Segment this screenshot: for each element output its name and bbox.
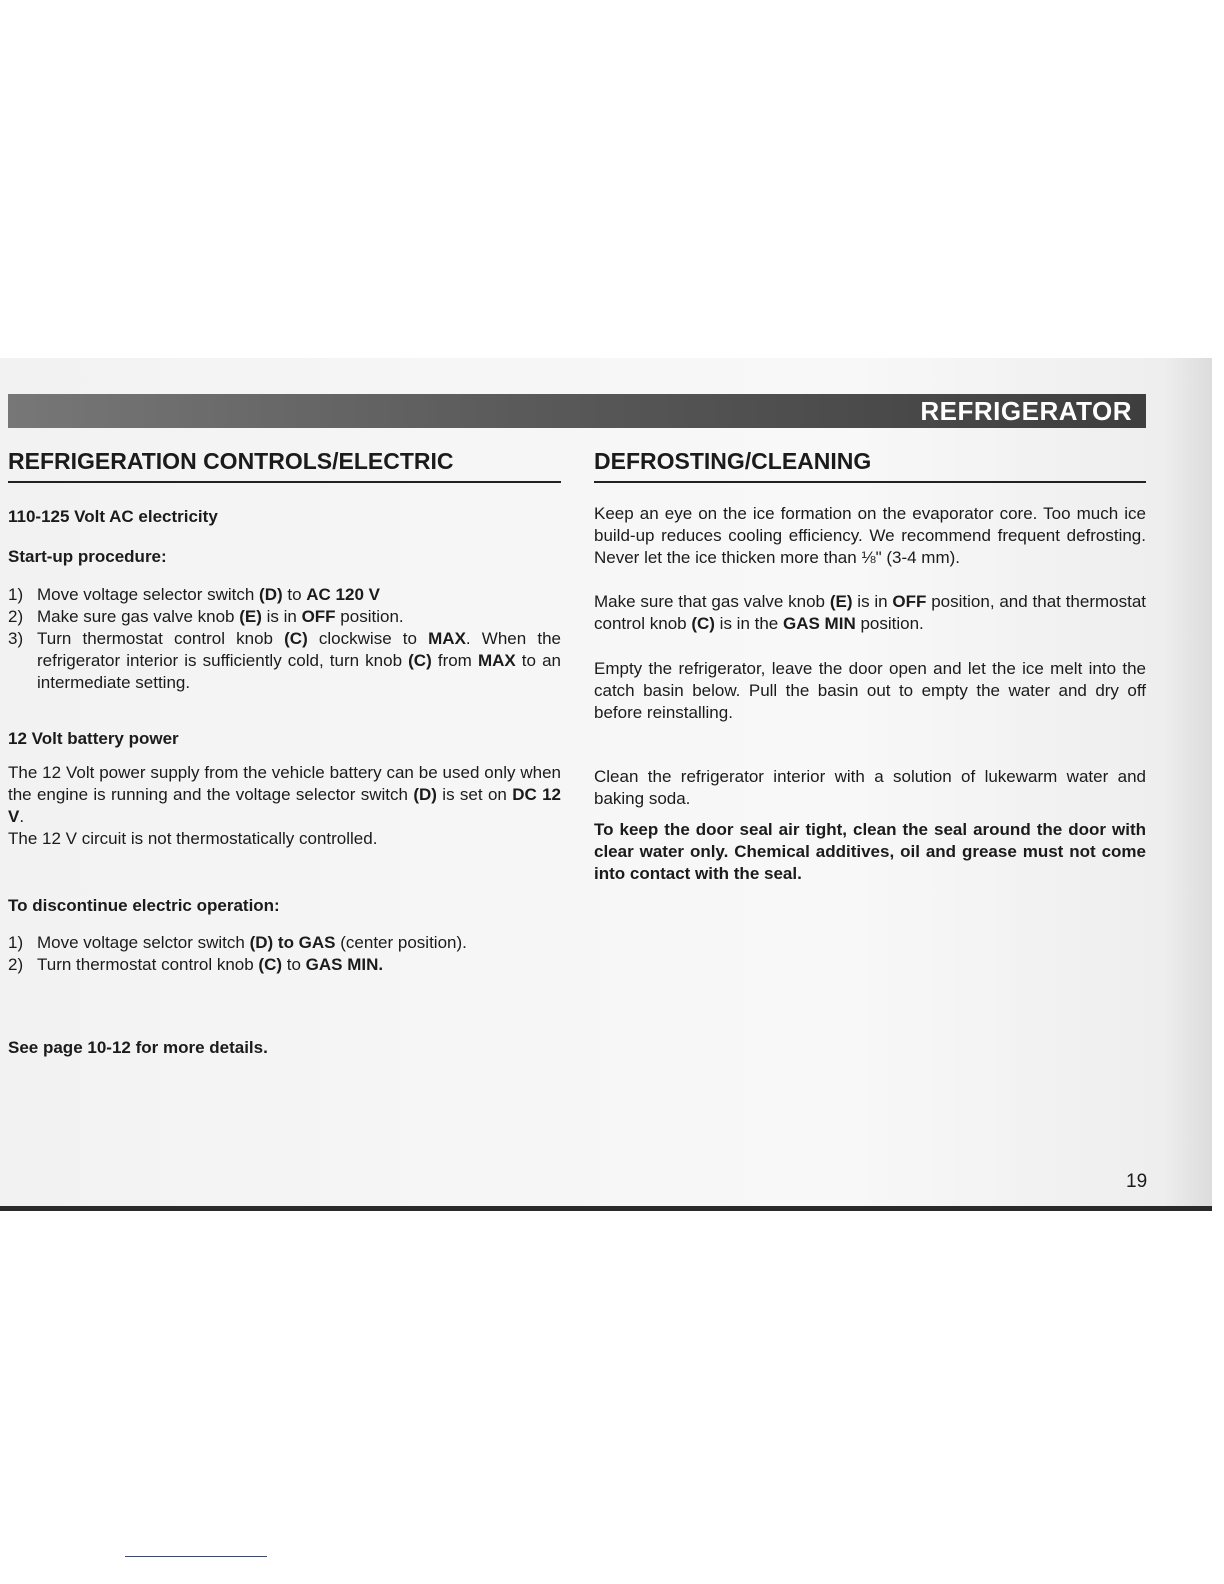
step-text (37, 629, 561, 692)
text-run: . (19, 807, 25, 826)
step-text (37, 607, 404, 626)
step-number: 2) (8, 607, 24, 626)
left-column (8, 446, 561, 1059)
page-bottom-edge (0, 1206, 1212, 1211)
see-page-note: See page 10-12 for more details. (8, 1038, 268, 1057)
text-run: is set on (436, 785, 513, 804)
bold-text: (D) (413, 785, 437, 804)
battery-paragraph (8, 762, 561, 828)
ice-formation-paragraph: Keep an eye on the ice formation on the evaporator core. Too much ice build-up reduces cooling efficiency. We recommend frequent defrosting. Never let the ice thicken more than ⅛" (3-4 mm). (594, 504, 1146, 567)
bold-text: (E) (239, 607, 262, 626)
battery-note: The 12 V circuit is not thermostatically controlled. (8, 829, 378, 848)
text-run: The 12 Volt power supply from the vehicle battery can be used only when the engine is running and the voltage selector switch (8, 763, 561, 804)
step-text (37, 585, 380, 604)
bold-text: (C) (408, 651, 432, 670)
text-run: position. (335, 607, 404, 626)
bold-text: OFF (301, 607, 336, 626)
text-run: from (431, 651, 478, 670)
discontinue-heading: To discontinue electric operation: (8, 896, 280, 915)
step-number: 1) (8, 933, 24, 952)
bold-text: AC 120 V (306, 585, 380, 604)
step-text (37, 933, 467, 952)
bold-text: OFF (892, 592, 927, 611)
text-run: . When the refrigerator interior is sufficiently cold, turn knob (37, 629, 561, 670)
text-run: is in (852, 592, 893, 611)
right-section-title: DEFROSTING/CLEANING (594, 446, 1146, 483)
text-run: Make sure that gas valve knob (594, 592, 830, 611)
door-seal-warning: To keep the door seal air tight, clean the seal around the door with clear water only. Chemical additives, oil and grease must not come into contact with the seal. (594, 820, 1146, 883)
bold-text: (C) (258, 955, 283, 974)
text-run: position. (855, 614, 924, 633)
section-title: REFRIGERATOR (920, 396, 1132, 426)
text-run: to (282, 585, 307, 604)
startup-step (8, 584, 561, 606)
discontinue-steps (8, 932, 561, 976)
startup-steps (8, 584, 561, 694)
startup-heading: Start-up procedure: (8, 547, 167, 566)
text-run: clockwise to (307, 629, 429, 648)
bold-text: GAS MIN (783, 614, 856, 633)
bold-text: MAX (477, 651, 516, 670)
text-run: (center position). (335, 933, 467, 952)
knob-position-paragraph (594, 591, 1146, 635)
text-run: Move voltage selctor switch (37, 933, 250, 952)
step-number: 1) (8, 585, 24, 604)
stray-line (125, 1556, 267, 1557)
left-section-title: REFRIGERATION CONTROLS/ELECTRIC (8, 446, 561, 483)
discontinue-step (8, 932, 561, 954)
text-run: Make sure gas valve knob (37, 607, 240, 626)
clean-interior-paragraph: Clean the refrigerator interior with a solution of lukewarm water and baking soda. (594, 767, 1146, 808)
bold-text: DC 12 V (8, 785, 562, 826)
page-number: 19 (1126, 1171, 1148, 1192)
text-run: Turn thermostat control knob (37, 629, 285, 648)
bold-text: (D) to GAS (249, 933, 336, 952)
bold-text: GAS MIN. (305, 955, 384, 974)
bold-text: (D) (259, 585, 283, 604)
startup-step (8, 606, 561, 628)
startup-step (8, 628, 561, 694)
text-run: position, and that thermostat control knob (594, 592, 1146, 633)
text-run: is in (261, 607, 302, 626)
text-run: to an intermediate setting. (37, 651, 561, 692)
step-text (37, 955, 383, 974)
ac-heading: 110-125 Volt AC electricity (8, 507, 218, 526)
text-run: Turn thermostat control knob (37, 955, 259, 974)
bold-text: (C) (284, 629, 308, 648)
step-number: 2) (8, 955, 24, 974)
text-run: Move voltage selector switch (37, 585, 260, 604)
text-run: to (282, 955, 306, 974)
right-column (594, 446, 1146, 885)
bold-text: MAX (428, 629, 466, 648)
battery-heading: 12 Volt battery power (8, 729, 179, 748)
empty-refrigerator-paragraph: Empty the refrigerator, leave the door open and let the ice melt into the catch basin below. Pull the basin out to empty the water and dry off before reinstalling. (594, 659, 1146, 722)
step-number: 3) (8, 629, 24, 648)
bold-text: (E) (829, 592, 853, 611)
discontinue-step (8, 954, 561, 976)
bold-text: (C) (691, 614, 715, 633)
text-run: is in the (714, 614, 783, 633)
header-bar (8, 394, 1146, 428)
